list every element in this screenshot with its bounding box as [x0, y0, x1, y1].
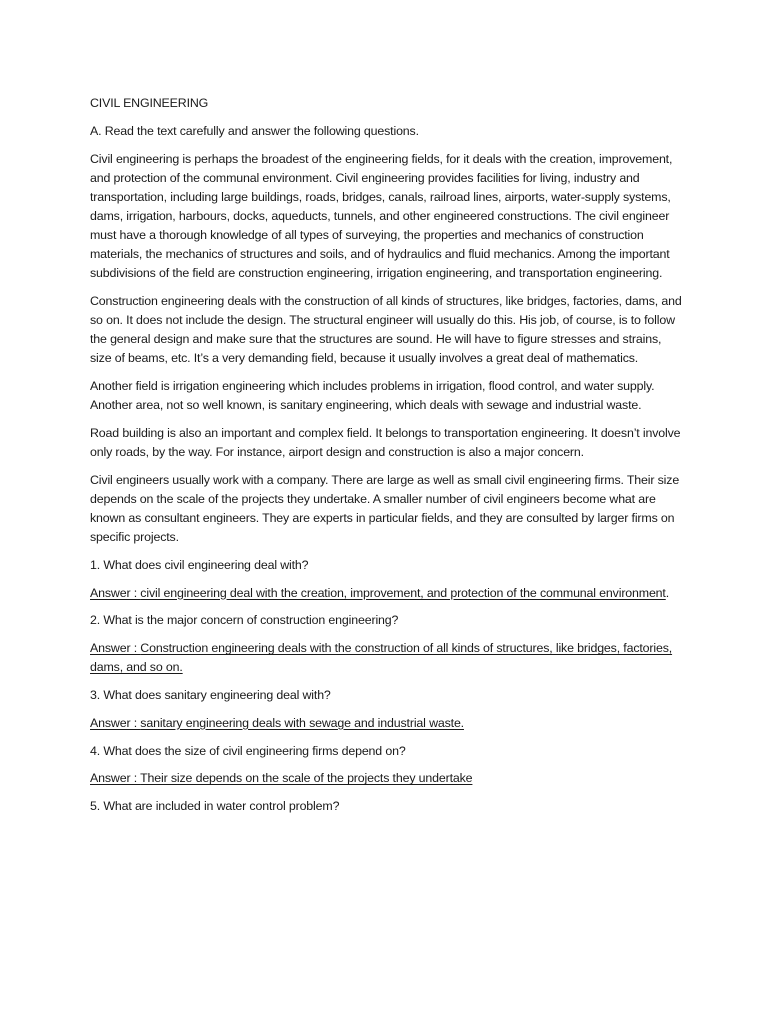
answer-1-text	[90, 586, 666, 600]
question-5: 5. What are included in water control problem?	[90, 799, 340, 814]
answer-3	[90, 714, 686, 733]
answer-1	[90, 584, 686, 603]
answer-3-text	[90, 716, 464, 730]
question-4: 4. What does the size of civil engineering firms depend on?	[90, 743, 406, 758]
answer-1-suffix: .	[665, 585, 670, 600]
answer-3-content: sanitary engineering deals with sewage and industrial waste.	[140, 715, 464, 730]
instruction: A. Read the text carefully and answer the following questions.	[90, 123, 419, 138]
answer-4-text	[90, 771, 472, 785]
answer-2	[90, 639, 686, 677]
answer-1-content: civil engineering deal with the creation, improvement, and protection of the communal environment	[140, 585, 666, 600]
answer-4-content: Their size depends on the scale of the projects they undertake	[140, 771, 473, 786]
paragraph-construction: Construction engineering deals with the construction of all kinds of structures, like bridges, factories, dams, and so on. It does not include the design. The structural engineer will usually do this. His job, of course, is to follow the general design and make sure that the structures are sound. He will have to figure stresses and strains, size of beams, etc. It’s a very demanding field, because it usually involves a great deal of mathematics.	[90, 293, 682, 366]
answer-label: Answer :	[90, 771, 141, 786]
paragraph-firms: Civil engineers usually work with a company. There are large as well as small civil engineering firms. Their size depends on the scale of the projects they undertake. A smaller number of civil engineers become what are known as consultant engineers. They are experts in particular fields, and they are consulted by larger firms on specific projects.	[90, 472, 680, 544]
paragraph-road-building: Road building is also an important and complex field. It belongs to transportation engineering. It doesn’t involve only roads, by the way. For instance, airport design and construction is also a major concern.	[90, 425, 681, 459]
paragraph-irrigation: Another field is irrigation engineering which includes problems in irrigation, flood control, and water supply. Another area, not so well known, is sanitary engineering, which deals with sewage and industrial waste.	[90, 378, 655, 413]
answer-label: Answer :	[90, 641, 141, 656]
question-2: 2. What is the major concern of construction engineering?	[90, 613, 399, 628]
question-1: 1. What does civil engineering deal with?	[90, 557, 309, 572]
answer-4	[90, 769, 686, 788]
answer-2-content: Construction engineering deals with the construction of all kinds of structures, like bridges, factories, dams, and so on.	[90, 641, 673, 675]
answer-label: Answer :	[90, 715, 141, 730]
document-title: CIVIL ENGINEERING	[90, 96, 209, 110]
question-3: 3. What does sanitary engineering deal with?	[90, 688, 331, 702]
paragraph-intro: Civil engineering is perhaps the broadest of the engineering fields, for it deals with the creation, improvement, and protection of the communal environment. Civil engineering provides facilities for living, industry and transportation, including large buildings, roads, bridges, canals, railroad lines, airports, water-supply systems, dams, irrigation, harbours, docks, aqueducts, tunnels, and other engineered constructions. The civil engineer must have a thorough knowledge of all types of surveying, the properties and mechanics of construction materials, the mechanics of structures and soils, and of hydraulics and fluid mechanics. Among the important subdivisions of the field are construction engineering, irrigation engineering, and transportation engineering.	[90, 151, 673, 281]
document-body	[90, 94, 686, 825]
answer-label: Answer :	[90, 585, 141, 600]
answer-2-text	[90, 641, 672, 674]
